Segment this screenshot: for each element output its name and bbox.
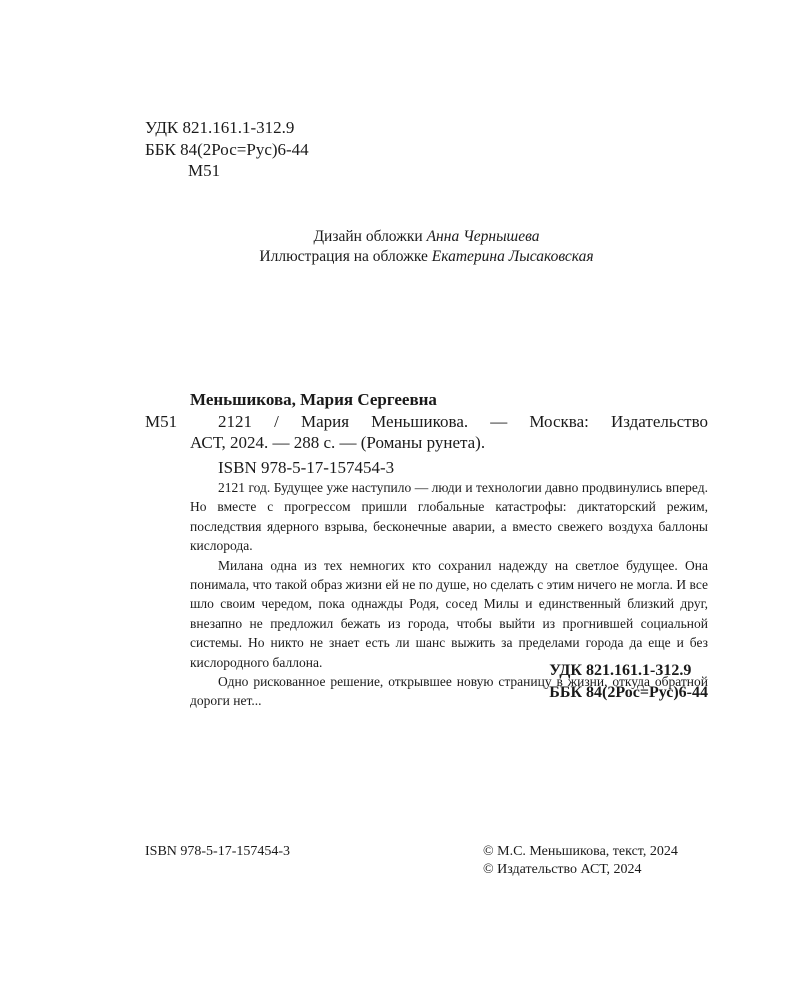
copyright-block [483,843,678,879]
record-author: Меньшикова, Мария Сергеевна [190,390,437,409]
cover-design-label: Дизайн обложки [313,228,423,245]
record-title-line [145,411,708,433]
illustration-label: Иллюстрация на обложке [259,248,428,265]
record-imprint-text: АСТ, 2024. — 288 с. — (Романы рунета). [190,433,486,452]
bbk-code-bottom: ББК 84(2Рос=Рус)6-44 [549,684,708,701]
record-isbn: ISBN 978-5-17-157454-3 [218,457,395,477]
cover-design-credit [145,227,708,247]
record-title-text: 2121 / Мария Меньшикова. — Москва: Издательство [218,411,708,431]
cover-credits [145,227,708,267]
illustration-name: Екатерина Лысаковская [431,248,594,265]
author-mark: М51 [188,161,221,180]
record-author-mark: М51 [145,411,178,431]
bibliographic-record [145,389,708,478]
abstract-paragraph: Милана одна из тех немногих кто сохранил надежду на светлое будущее. Она понимала, что такой образ жизни ей не по душе, но сделать с этим ничего не могла. И все шло своим чередом, пока однажды Родя, сосед Милы и единственный близкий друг, внезапно не предложил бежать из города, чтобы выйти из прогнившей социальной системы. Но никто не знает есть ли шанс выжить за пределами города да еще и без кислородного баллона. [190,557,708,670]
top-classification-codes [145,117,309,182]
udk-code-bottom: УДК 821.161.1-312.9 [549,662,692,679]
abstract-paragraph: 2121 год. Будущее уже наступило — люди и технологии давно продвинулись вперед. Но вместе с прогрессом пришли глобальные катастрофы: диктаторский режим, последствия ядерного взрыва, бесконечные аварии, а вместо свежего воздуха баллоны кислорода. [190,480,708,554]
copyright-author: © М.С. Меньшикова, текст, 2024 [483,844,678,859]
illustration-credit [145,247,708,267]
udk-code: УДК 821.161.1-312.9 [145,118,295,137]
bottom-classification-codes [549,660,708,704]
bbk-code: ББК 84(2Рос=Рус)6-44 [145,139,309,159]
footer-isbn: ISBN 978-5-17-157454-3 [145,844,291,859]
copyright-publisher: © Издательство АСТ, 2024 [483,862,642,877]
abstract-paragraph: Одно рискованное решение, открывшее новую страницу в жизни, откуда обратной дороги нет... [190,674,708,709]
cover-design-name: Анна Чернышева [426,228,540,245]
